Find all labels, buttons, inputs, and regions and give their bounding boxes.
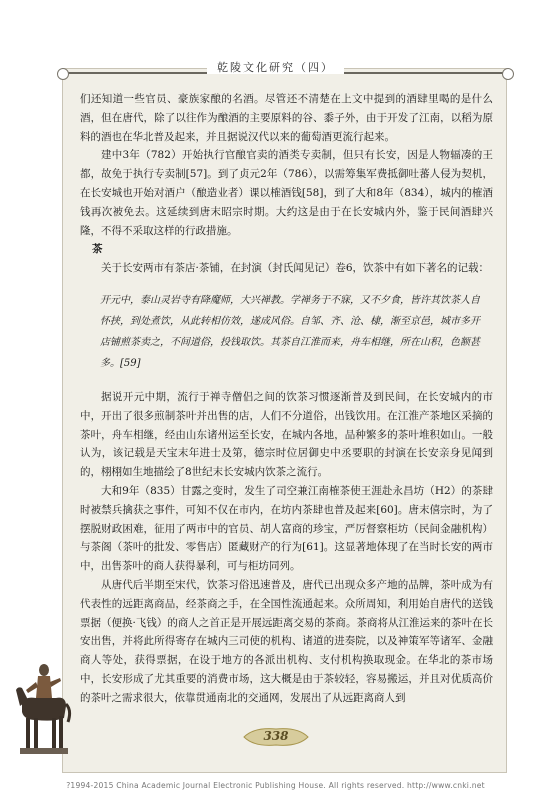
section-heading-tea: 茶	[92, 243, 103, 256]
paragraph-5: 大和9年（835）甘露之变时，发生了司空兼江南榷茶使王涯赴永昌坊（H2）的茶肆时被禁兵擒获之事件，可知不仅在市内，在坊内茶肆也普及起来[60]。唐末僖宗时，为了摆脱财政困难，征用了两市中的官员、胡人富商的珍宝，严厉督察柜坊（民间金融机构）与茶阁（茶叶的批发、零售店）匿藏财产的行为[61]。这显著地体现了在当时长安的两市中，出售茶叶的商人获得暴利，可与柜坊同列。	[80, 484, 493, 573]
header-ornament-right-icon	[502, 68, 514, 80]
paragraph-4: 据说开元中期，流行于禅寺僧侣之间的饮茶习惯逐渐普及到民间，在长安城内的市中，开出了很多煎制茶叶并出售的店，人们不分道俗，出钱饮用。在江淮产茶地区采摘的茶叶，舟车相继，经由山东诸州运至长安，在城内各地，品种繁多的茶叶堆积如山。一般认为，该记载是天宝末年进士及第，德宗时位居御史中丞要职的封演在长安亲身见闻到的，栩栩如生地描绘了8世纪末长安城内饮茶之流行。	[80, 390, 493, 479]
paragraph-1: 们还知道一些官员、豪族家酿的名酒。尽管还不清楚在上文中提到的酒肆里喝的是什么酒，但在唐代，除了以往作为酿酒的主要原料的谷、黍子外，由于开发了江南，以稻为原料的酒也在华北普及起来，并且据说汉代以来的葡萄酒更流行起来。	[80, 93, 493, 143]
paragraph-6: 从唐代后半期至宋代，饮茶习俗迅速普及，唐代已出现众多产地的品牌，茶叶成为有代表性的远距离商品，经茶商之手，在全国性流通起来。众所周知，利用始自唐代的送钱票据（便换·飞钱）的商人之首正是开展远距离交易的茶商。茶商将从江淮运来的茶叶在长安出售，并将此所得寄存在城内三司使的机构、诸道的进奏院，以及神策军等诸军、金融商人等处，获得票据，在设于地方的各派出机构、支付机构换取现金。在华北的茶市场中，长安形成了尤其重要的消费市场，这大概是由于茶较轻，容易搬运，并且对优质高价的茶叶之需求很大，依靠贯通南北的交通网，发展出了从远距离商人到	[80, 578, 493, 704]
header-ornament-left-icon	[57, 68, 69, 80]
paragraph-3: 关于长安两市有茶店·茶铺，在封演（封氏闻见记）卷6，饮茶中有如下著名的记载：	[101, 262, 490, 275]
block-quote: 开元中，泰山灵岩寺有降魔师，大兴禅教。学禅务于不寐，又不夕食，皆许其饮茶人自怀挟，到处煮饮，从此转相仿效，遂成风俗。自邹、齐、沧、棣，渐至京邑，城市多开店铺煎茶卖之，不间道俗，投钱取饮。其茶自江淮而来，舟车相继，所在山积，色额甚多。[59]	[100, 294, 480, 369]
tang-horse-rider-figurine-icon	[14, 660, 72, 768]
running-header	[0, 58, 551, 82]
body-text	[80, 90, 493, 704]
page-number-badge	[240, 726, 312, 748]
paragraph-2: 建中3年（782）开始执行官酿官卖的酒类专卖制，但只有长安，因是人物辐凑的王都，故免于执行专卖制[57]。到了贞元2年（786），以需筹集军费抵御吐蕃人侵为契机，在长安城也开始对酒户（酿造业者）课以榷酒钱[58]，到了大和8年（834），城内的榷酒钱再次被免去。这延续到唐末昭宗时期。大约这是由于在长安城内外，鉴于民间酒肆兴隆，不得不采取这样的行政措施。	[80, 149, 493, 237]
page-number: 338	[263, 729, 289, 743]
header-title: 乾陵文化研究（四）	[207, 61, 344, 74]
footer-copyright: ?1994-2015 China Academic Journal Electronic Publishing House. All rights reserved. http://www.cnki.net	[66, 781, 485, 790]
